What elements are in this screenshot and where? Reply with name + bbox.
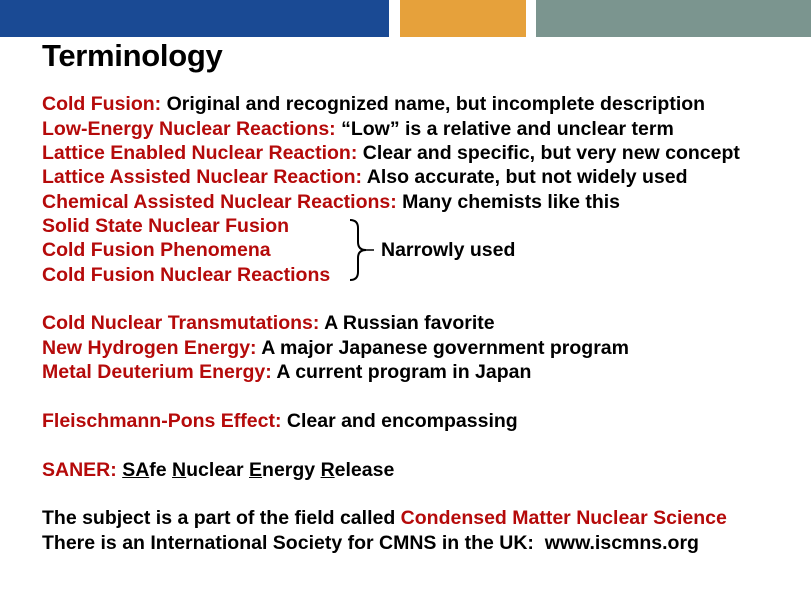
term-line xyxy=(42,409,518,433)
field-prefix: The subject is a part of the field called xyxy=(42,507,396,529)
header-bar-gray xyxy=(536,0,811,37)
term-line xyxy=(42,92,705,116)
acronym-letter: E xyxy=(249,459,263,481)
term-line xyxy=(42,117,674,141)
term-description: Many chemists like this xyxy=(402,191,621,213)
term-name: Low-Energy Nuclear Reactions: xyxy=(42,118,336,140)
acronym-rest: fe xyxy=(149,459,173,481)
grouped-term: Cold Fusion Nuclear Reactions xyxy=(42,264,331,286)
term-description: A current program in Japan xyxy=(276,361,532,383)
term-description: Original and recognized name, but incomplete description xyxy=(166,93,706,115)
acronym-letter: N xyxy=(172,459,187,481)
acronym-rest: nergy xyxy=(262,459,321,481)
term-name: Metal Deuterium Energy: xyxy=(42,361,272,383)
header-bar-blue xyxy=(0,0,389,37)
acronym-rest: uclear xyxy=(186,459,250,481)
saner-expansion xyxy=(122,459,394,481)
term-line xyxy=(42,311,495,335)
saner-line xyxy=(42,458,394,482)
term-name: Lattice Enabled Nuclear Reaction: xyxy=(42,142,358,164)
term-line xyxy=(42,165,687,189)
term-name: Cold Fusion: xyxy=(42,93,162,115)
slide-title: Terminology xyxy=(42,38,223,73)
acronym-letter: R xyxy=(320,459,335,481)
term-name: Cold Nuclear Transmutations: xyxy=(42,312,320,334)
term-description: Clear and specific, but very new concept xyxy=(362,142,740,164)
grouped-term: Cold Fusion Phenomena xyxy=(42,239,271,261)
term-name: New Hydrogen Energy: xyxy=(42,337,257,359)
grouped-note: Narrowly used xyxy=(381,239,516,261)
field-name: Condensed Matter Nuclear Science xyxy=(400,507,727,529)
term-line xyxy=(42,141,740,165)
acronym-letter: SA xyxy=(122,459,150,481)
term-description: A Russian favorite xyxy=(324,312,495,334)
term-line xyxy=(42,360,531,384)
field-statement xyxy=(42,506,727,530)
grouped-term: Solid State Nuclear Fusion xyxy=(42,215,290,237)
header-bar-orange xyxy=(400,0,526,37)
term-name: Chemical Assisted Nuclear Reactions: xyxy=(42,191,397,213)
term-line xyxy=(42,336,629,360)
term-name: Fleischmann-Pons Effect: xyxy=(42,410,282,432)
curly-brace-icon xyxy=(346,218,374,282)
term-description: Clear and encompassing xyxy=(286,410,518,432)
term-description: A major Japanese government program xyxy=(261,337,629,359)
term-description: Also accurate, but not widely used xyxy=(366,166,688,188)
society-statement: There is an International Society for CMNS in the UK: www.iscmns.org xyxy=(42,532,699,554)
term-name: SANER: xyxy=(42,459,117,481)
term-description: “Low” is a relative and unclear term xyxy=(341,118,674,140)
acronym-rest: elease xyxy=(334,459,395,481)
term-line xyxy=(42,190,620,214)
term-name: Lattice Assisted Nuclear Reaction: xyxy=(42,166,363,188)
